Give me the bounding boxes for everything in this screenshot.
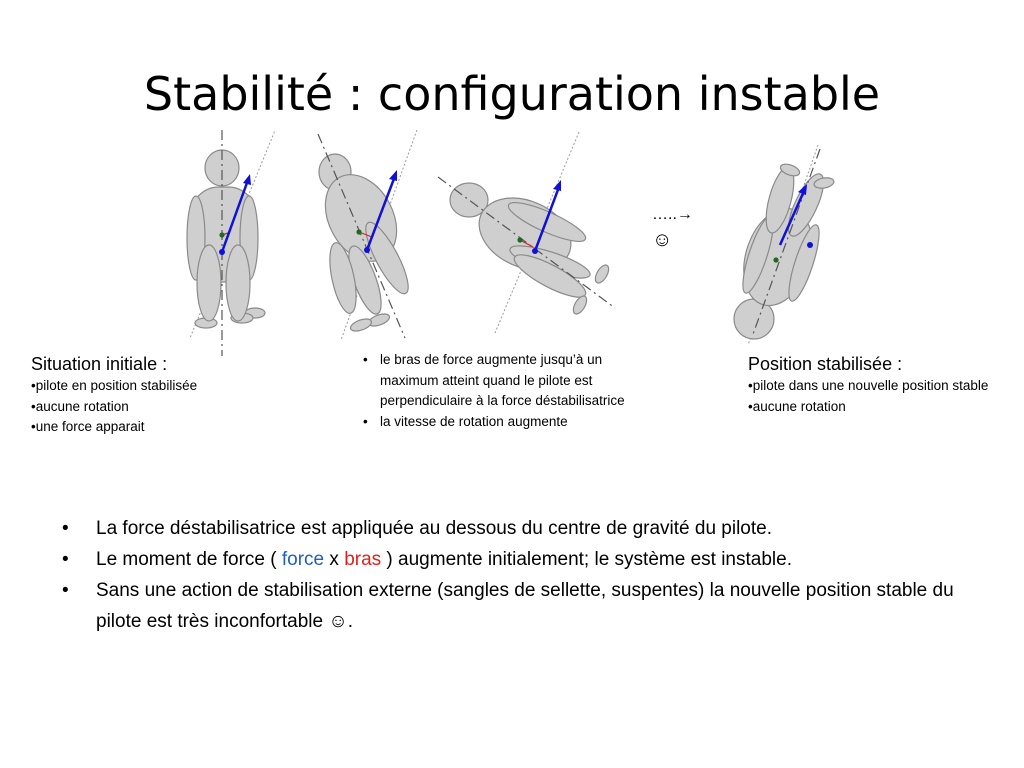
- bullet-text: ) augmente initialement; le système est instable.: [381, 549, 792, 570]
- caption-list: [31, 376, 291, 438]
- bullet-item: • Sans une action de stabilisation externe (sangles de sellette, suspentes) la nouvelle position stable du pilote est très inconfortable ☺.: [60, 575, 960, 637]
- force-application-dot: [807, 242, 813, 248]
- bullet-item: [60, 544, 960, 575]
- center-of-gravity-dot: [219, 232, 224, 237]
- force-arrowhead: [389, 170, 397, 181]
- bullet-text: Le moment de force (: [96, 549, 282, 570]
- caption-item: • la vitesse de rotation augmente: [358, 412, 648, 433]
- figure-horizontal: [435, 130, 620, 335]
- bullet-text: x: [324, 549, 345, 570]
- caption-item: •aucune rotation: [31, 398, 129, 414]
- figure-tilting: [305, 130, 425, 345]
- caption-stabilized-position: [748, 352, 998, 417]
- slide-title: Stabilité : configuration instable: [143, 67, 881, 121]
- center-of-gravity-dot: [773, 257, 778, 262]
- caption-heading: Situation initiale :: [31, 354, 168, 374]
- caption-tilting: [358, 350, 648, 432]
- force-application-dot: [219, 249, 225, 255]
- caption-heading: Position stabilisée :: [748, 354, 903, 374]
- force-word: force: [281, 549, 325, 570]
- force-arrowhead: [243, 174, 251, 185]
- pilot-body: [450, 183, 611, 316]
- transition-arrow-text: …..→: [652, 206, 693, 223]
- caption-list: [748, 376, 998, 417]
- caption-initial-position: [31, 352, 291, 438]
- smiley-icon: ☺: [652, 229, 673, 251]
- main-bullet-list: [60, 513, 960, 637]
- caption-item: •aucune rotation: [748, 398, 846, 414]
- pilot-body: [311, 154, 415, 333]
- bullet-item: • La force déstabilisatrice est appliquée au dessous du centre de gravité du pilote.: [60, 513, 960, 544]
- center-of-gravity-dot: [356, 229, 361, 234]
- force-application-dot: [532, 248, 538, 254]
- force-application-dot: [364, 247, 370, 253]
- bras-word: bras: [344, 549, 382, 570]
- caption-item: •une force apparait: [31, 419, 145, 434]
- caption-item: • le bras de force augmente jusqu’à un maximum atteint quand le pilote est perpendiculaire à la force déstabilisatrice: [358, 350, 648, 412]
- force-arrowhead: [553, 180, 561, 191]
- caption-item: •pilote dans une nouvelle position stable: [748, 378, 989, 393]
- figure-stabilized-position: [728, 145, 838, 345]
- caption-item: •pilote en position stabilisée: [31, 378, 198, 393]
- caption-list: [358, 350, 648, 432]
- figure-initial-position: [180, 128, 275, 358]
- center-of-gravity-dot: [517, 237, 522, 242]
